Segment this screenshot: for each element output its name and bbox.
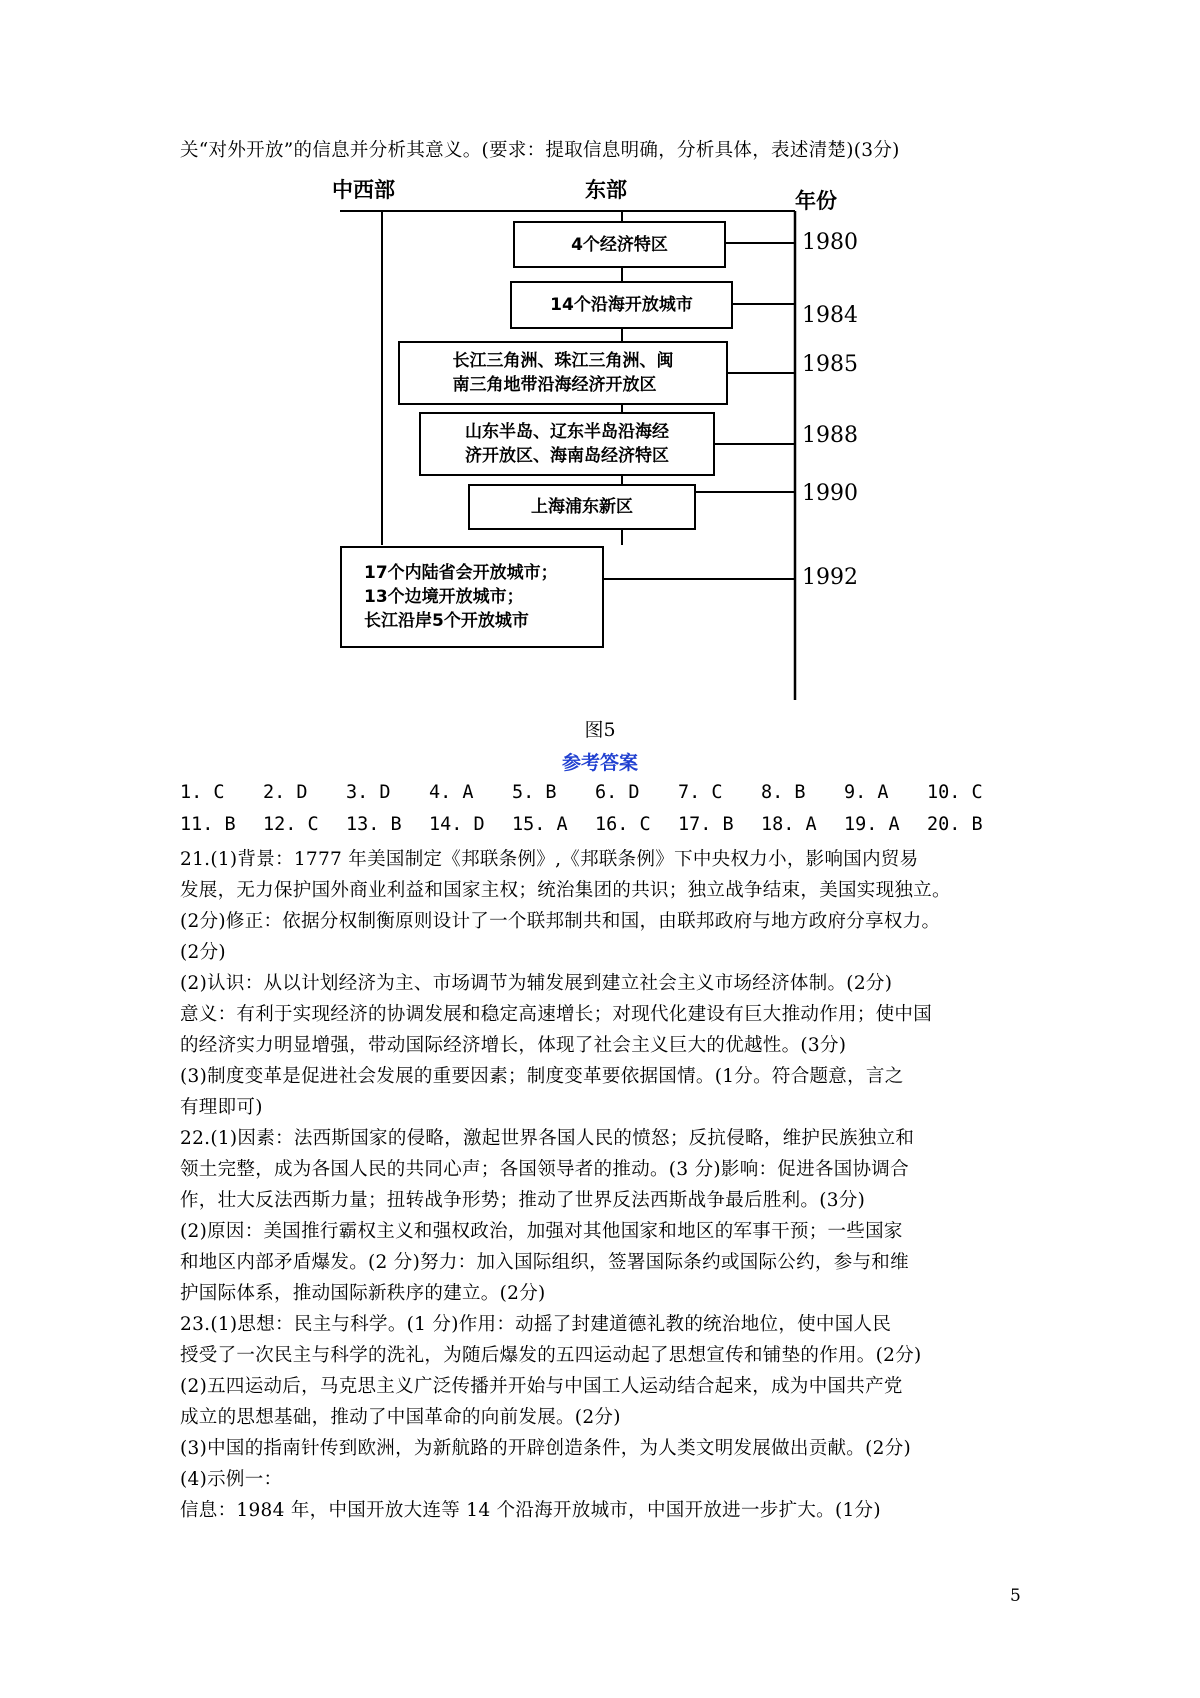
mc-answer: 4. A [429, 782, 474, 803]
mc-answer: 7. C [678, 782, 723, 803]
answer-line: 作，壮大反法西斯力量；扭转战争形势；推动了世界反法西斯战争最后胜利。(3分) [180, 1190, 866, 1211]
question-intro-line: 关“对外开放”的信息并分析其意义。(要求：提取信息明确，分析具体，表述清楚)(3分) [180, 140, 900, 161]
answer-line: 意义：有利于实现经济的协调发展和稳定高速增长；对现代化建设有巨大推动作用；使中国 [180, 1004, 933, 1025]
mc-answer: 8. B [761, 782, 806, 803]
year-1988: 1988 [802, 423, 858, 448]
mc-answer: 9. A [844, 782, 889, 803]
mc-answer: 17. B [678, 814, 734, 835]
answer-line: (3)中国的指南针传到欧洲，为新航路的开辟创造条件，为人类文明发展做出贡献。(2分) [180, 1438, 912, 1459]
answer-line: (3)制度变革是促进社会发展的重要因素；制度变革要依据国情。(1分。符合题意，言之 [180, 1066, 904, 1087]
mc-answer: 13. B [346, 814, 402, 835]
box-1980: 4个经济特区 [513, 221, 726, 268]
answer-line: (2)认识：从以计划经济为主、市场调节为辅发展到建立社会主义市场经济体制。(2分) [180, 973, 893, 994]
answer-line: (2)五四运动后，马克思主义广泛传播并开始与中国工人运动结合起来，成为中国共产党 [180, 1376, 903, 1397]
answer-line: 发展，无力保护国外商业利益和国家主权；统治集团的共识；独立战争结束，美国实现独立。 [180, 880, 951, 901]
header-west: 中西部 [332, 178, 395, 202]
page-number: 5 [1010, 1586, 1021, 1606]
answer-line: 成立的思想基础，推动了中国革命的向前发展。(2分) [180, 1407, 621, 1428]
answer-line: (2分)修正：依据分权制衡原则设计了一个联邦制共和国，由联邦政府与地方政府分享权力。 [180, 911, 941, 932]
answer-line: 授受了一次民主与科学的洗礼，为随后爆发的五四运动起了思想宣传和铺垫的作用。(2分) [180, 1345, 922, 1366]
box-1992: 17个内陆省会开放城市； 13个边境开放城市； 长江沿岸5个开放城市 [340, 546, 604, 648]
mc-answers-row-2 [180, 814, 1010, 835]
box-1990: 上海浦东新区 [468, 484, 696, 530]
answer-line: 领土完整，成为各国人民的共同心声；各国领导者的推动。(3 分)影响：促进各国协调合 [180, 1159, 909, 1180]
answer-line: 有理即可) [180, 1097, 263, 1118]
year-1992: 1992 [802, 565, 858, 590]
mc-answer: 10. C [927, 782, 983, 803]
mc-answer: 3. D [346, 782, 391, 803]
answer-line: 和地区内部矛盾爆发。(2 分)努力：加入国际组织，签署国际条约或国际公约，参与和维 [180, 1252, 909, 1273]
header-east: 东部 [585, 178, 627, 202]
box-1985: 长江三角洲、珠江三角洲、闽 南三角地带沿海经济开放区 [398, 341, 728, 405]
opening-up-timeline-diagram [332, 178, 880, 705]
mc-answer: 5. B [512, 782, 557, 803]
mc-answer: 19. A [844, 814, 900, 835]
figure-caption: 图5 [584, 719, 616, 741]
mc-answer: 18. A [761, 814, 817, 835]
mc-answer: 12. C [263, 814, 319, 835]
answer-line: (4)示例一： [180, 1469, 283, 1490]
mc-answer: 11. B [180, 814, 236, 835]
year-1985: 1985 [802, 352, 858, 377]
answer-key-title: 参考答案 [561, 752, 638, 774]
mc-answer: 20. B [927, 814, 983, 835]
mc-answer: 6. D [595, 782, 640, 803]
year-1984: 1984 [802, 303, 858, 328]
mc-answer: 2. D [263, 782, 308, 803]
answer-line: 护国际体系，推动国际新秩序的建立。(2分) [180, 1283, 546, 1304]
mc-answers-row-1 [180, 782, 1010, 803]
mc-answer: 14. D [429, 814, 485, 835]
answer-line: 的经济实力明显增强，带动国际经济增长，体现了社会主义巨大的优越性。(3分) [180, 1035, 847, 1056]
mc-answer: 15. A [512, 814, 568, 835]
answer-line: (2分) [180, 942, 226, 963]
mc-answer: 16. C [595, 814, 651, 835]
box-1984: 14个沿海开放城市 [510, 281, 733, 329]
answer-line: 23.(1)思想：民主与科学。(1 分)作用：动摇了封建道德礼教的统治地位，使中国人民 [180, 1314, 892, 1335]
year-1980: 1980 [802, 230, 858, 255]
box-1988: 山东半岛、辽东半岛沿海经 济开放区、海南岛经济特区 [419, 412, 715, 476]
answer-line: 21.(1)背景：1777 年美国制定《邦联条例》,《邦联条例》下中央权力小，影响国内贸易 [180, 849, 919, 870]
answer-line: 22.(1)因素：法西斯国家的侵略，激起世界各国人民的愤怒；反抗侵略，维护民族独立和 [180, 1128, 915, 1149]
header-year: 年份 [795, 189, 837, 213]
answer-line: 信息：1984 年，中国开放大连等 14 个沿海开放城市，中国开放进一步扩大。(1分) [180, 1500, 881, 1521]
answer-line: (2)原因：美国推行霸权主义和强权政治，加强对其他国家和地区的军事干预；一些国家 [180, 1221, 903, 1242]
year-1990: 1990 [802, 481, 858, 506]
mc-answer: 1. C [180, 782, 225, 803]
